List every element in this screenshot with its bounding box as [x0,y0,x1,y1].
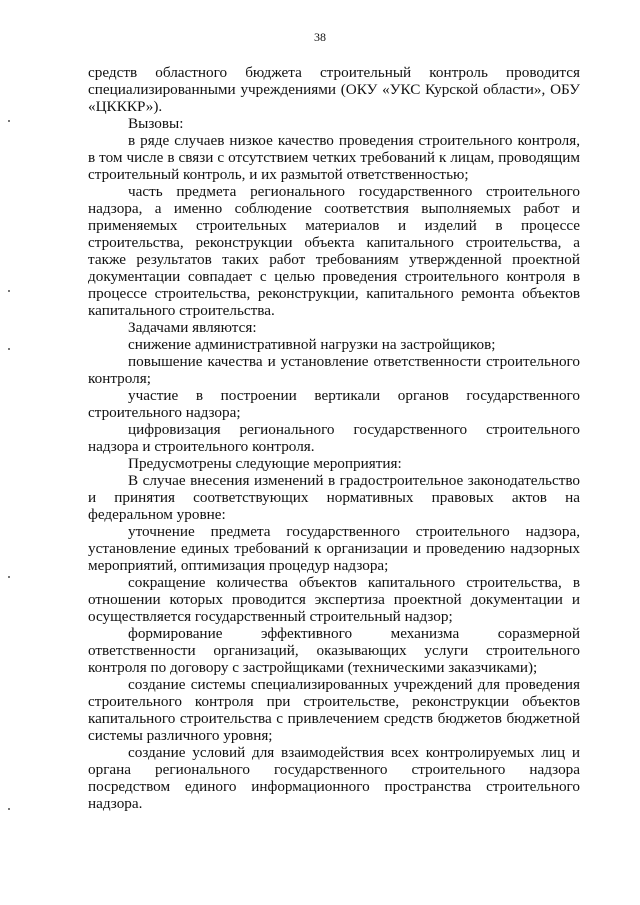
scan-margin-mark [8,348,10,350]
paragraph-challenges-heading: Вызовы: [128,115,184,132]
paragraph-task-digitalization: цифровизация регионального государственного строительного надзора и строительного контроля. [88,421,580,455]
paragraph-task-admin-load: снижение административной нагрузки на застройщиков; [128,336,496,353]
scan-margin-mark [8,576,10,578]
page-number: 38 [314,30,326,44]
paragraph-task-quality: повышение качества и установление ответственности строительного контроля; [88,353,580,387]
paragraph-challenge-quality: в ряде случаев низкое качество проведения строительного контроля, в том числе в связи с отсутствием четких требований к лицам, проводящим строительный контроль, и их размытой ответственностью; [88,132,580,183]
scan-margin-mark [8,290,10,292]
paragraph-intro-continuation: средств областного бюджета строительный контроль проводится специализированными учреждениями (ОКУ «УКС Курской области», ОБУ «ЦКККР»). [88,64,580,115]
paragraph-challenge-overlap: часть предмета регионального государственного строительного надзора, а именно соблюдение соответствия выполняемых работ и применяемых строительных материалов и изделий в процессе строительства, реконструкции объекта капитального строительства, а также результатов таких работ требованиям утвержденной проектной документации совпадает с целью проведения строительного контроля в процессе строительства, реконструкции, капитального ремонта объектов капитального строительства. [88,183,580,319]
paragraph-measure-clarify: уточнение предмета государственного строительного надзора, установление единых требований к организации и проведению надзорных мероприятий, оптимизация процедур надзора; [88,523,580,574]
paragraph-measure-liability: формирование эффективного механизма соразмерной ответственности организаций, оказывающих услуги строительного контроля по договору с застройщиками (техническими заказчиками); [88,625,580,676]
paragraph-task-vertical: участие в построении вертикали органов государственного строительного надзора; [88,387,580,421]
paragraph-measure-reduce: сокращение количества объектов капитального строительства, в отношении которых проводится экспертиза проектной документации и осуществляется государственный строительный надзор; [88,574,580,625]
paragraph-measures-heading: Предусмотрены следующие мероприятия: [128,455,402,472]
document-body [88,64,580,812]
paragraph-measure-institutions: создание системы специализированных учреждений для проведения строительного контроля при строительстве, реконструкции объектов капитального строительства с привлечением средств бюджетов бюджетной системы различного уровня; [88,676,580,744]
paragraph-tasks-heading: Задачами являются: [128,319,257,336]
scan-margin-mark [8,808,10,810]
paragraph-measure-interaction: создание условий для взаимодействия всех контролируемых лиц и органа регионального государственного строительного надзора посредством единого информационного пространства строительного надзора. [88,744,580,812]
scan-margin-mark [8,120,10,122]
paragraph-measures-condition: В случае внесения изменений в градостроительное законодательство и принятия соответствующих нормативных правовых актов на федеральном уровне: [88,472,580,523]
